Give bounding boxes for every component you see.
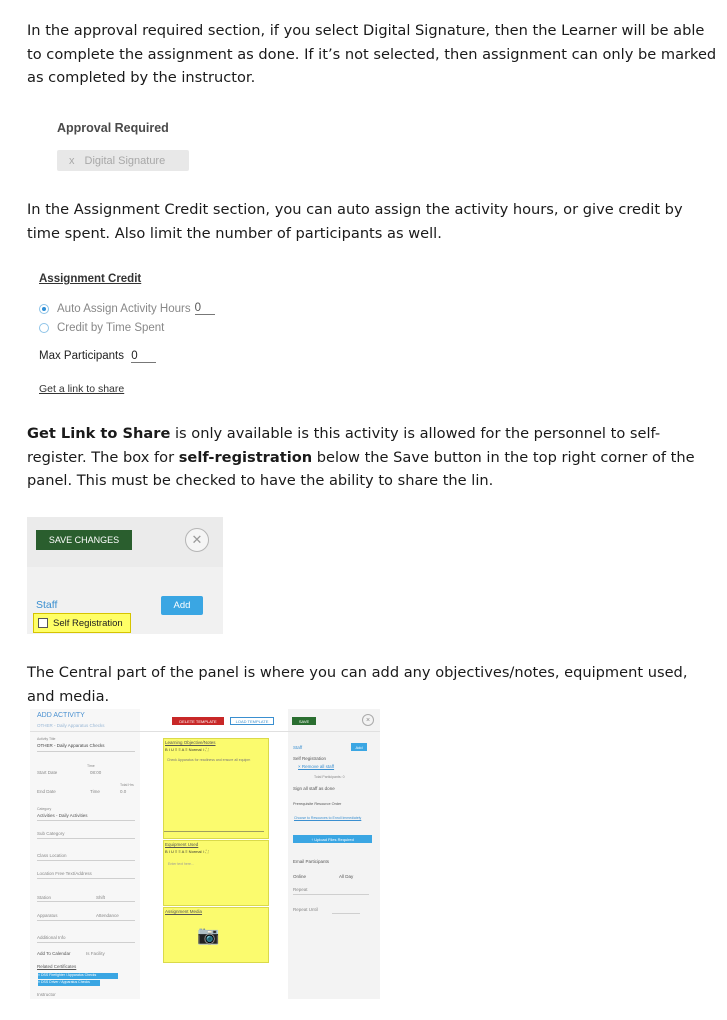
staff-label: Staff xyxy=(36,599,58,611)
max-participants-value: 0 xyxy=(131,350,155,363)
self-registration-highlight xyxy=(33,613,131,633)
p3-text2: below the Save button in the top right corner of the panel. This must be checked to have the ability to share the lin. xyxy=(27,448,695,489)
auto-assign-radio xyxy=(39,304,49,314)
p3-text1: is only available is this activity is allowed for the personnel to self-register. The box for xyxy=(27,425,661,466)
equipment-placeholder: Enter text here... xyxy=(168,862,194,866)
objectives-toolbar: B I U ≡ ≡ A ≡ Normal ↕ ⛶ xyxy=(165,747,209,752)
remove-all-staff: × Remove all staff xyxy=(298,764,335,769)
end-time: Time xyxy=(90,789,100,794)
header-divider xyxy=(30,731,380,732)
credit-time-label: Credit by Time Spent xyxy=(57,322,165,334)
right-self-registration: Self Registration xyxy=(293,756,327,761)
related-certificates-label: Related Certificates xyxy=(37,964,77,969)
panel-title: ADD ACTIVITY xyxy=(37,712,85,719)
objectives-scrollbar xyxy=(164,831,264,832)
learning-objectives-label: Learning Objective/Notes xyxy=(165,740,216,745)
prerequisite-order: Prerequisite Resource Order xyxy=(293,802,342,806)
save-button: SAVE xyxy=(292,717,316,725)
delete-template-button: DELETE TEMPLATE xyxy=(172,717,224,725)
apparatus-label: Apparatus xyxy=(37,913,58,918)
self-registration-bold: self-registration xyxy=(178,448,313,466)
sign-all-staff: Sign all staff as done xyxy=(293,786,335,791)
get-link-to-share: Get a link to share xyxy=(39,383,125,395)
repeat-line xyxy=(293,894,369,895)
time-label: Time xyxy=(87,764,95,768)
additional-info-line xyxy=(37,942,135,943)
hours-label: Total Hrs xyxy=(120,783,134,787)
max-participants xyxy=(39,350,156,363)
right-column xyxy=(288,709,380,999)
remove-chip-icon: x xyxy=(69,154,75,167)
self-registration-label: Self Registration xyxy=(53,617,123,629)
equipment-used-label: Equipment Used xyxy=(165,842,199,847)
auto-assign-value: 0 xyxy=(195,302,215,315)
auto-assign-label: Auto Assign Activity Hours xyxy=(57,302,191,315)
panel-subtitle: OTHER - Daily Apparatus Checks xyxy=(37,723,105,728)
location-free-label: Location Free Text/Address xyxy=(37,871,92,876)
apparatus-line xyxy=(37,920,135,921)
sub-category-line xyxy=(37,838,135,839)
credit-time-row xyxy=(39,322,164,334)
activity-title-line xyxy=(37,751,135,752)
repeat-until-line xyxy=(332,913,360,914)
all-day-checkbox: All Day xyxy=(339,874,354,879)
paragraph-credit-intro: In the Assignment Credit section, you can auto assign the activity hours, or give credit by time spent. Also limit the number of participants as well. xyxy=(27,201,683,242)
self-registration-checkbox xyxy=(38,618,48,628)
certificate-tag-1: × DSS Firefighter / Apparatus Checks xyxy=(38,973,118,979)
paragraph-share-intro xyxy=(27,422,717,493)
assignment-media-label: Assignment Media xyxy=(165,909,203,914)
sub-category-label: Sub Category xyxy=(37,831,65,836)
activity-panel-image xyxy=(30,709,380,999)
save-changes-button: SAVE CHANGES xyxy=(36,530,132,550)
station-label: Station xyxy=(37,895,52,900)
paragraph-approval-intro: In the approval required section, if you select Digital Signature, then the Learner will be able to complete the assignment as done. If it’s not selected, then assignment can only be marked as completed by the instructor. xyxy=(27,22,717,86)
class-location-label: Class Location xyxy=(37,853,67,858)
station-line xyxy=(37,901,135,902)
instructor-label: Instructor xyxy=(37,992,56,997)
total-participants: Total Participants: 0 xyxy=(314,775,345,779)
end-date-label: End Date xyxy=(37,789,56,794)
paragraph-central-intro: The Central part of the panel is where you can add any objectives/notes, equipment used, and media. xyxy=(27,664,688,705)
load-template-button: LOAD TEMPLATE xyxy=(230,717,274,725)
repeat-until-label: Repeat Until xyxy=(293,907,318,912)
online-checkbox: Online xyxy=(293,874,307,879)
save-changes-panel xyxy=(27,517,223,634)
assignment-credit-title: Assignment Credit xyxy=(39,273,142,285)
add-staff-button: Add xyxy=(161,596,203,615)
activity-title-label: Activity Title xyxy=(37,737,56,741)
upload-files-button: ↑ Upload Files Required xyxy=(293,835,372,843)
category-line xyxy=(37,820,135,821)
shift-label: Shift xyxy=(96,895,106,900)
close-icon: × xyxy=(362,714,374,726)
right-add-button: Add xyxy=(351,743,367,751)
hours-value: 0.0 xyxy=(120,789,127,794)
equipment-toolbar: B I U ≡ ≡ A ≡ Normal ↕ ⛶ xyxy=(165,849,209,854)
activity-title-value: OTHER - Daily Apparatus Checks xyxy=(37,743,105,748)
class-location-line xyxy=(37,860,135,861)
additional-info-label: Additional Info xyxy=(37,935,66,940)
right-staff-label: Staff xyxy=(293,745,303,750)
max-participants-label: Max Participants xyxy=(39,350,125,362)
choose-resources: Choose to Resources to Enroll Immediately xyxy=(294,816,362,820)
is-facility: Is Facility xyxy=(86,951,105,956)
category-value: Activities - Daily Activities xyxy=(37,813,88,818)
start-date-label: Start Date xyxy=(37,770,58,775)
objectives-text: Check Apparatus for readiness and ensure all equipm xyxy=(167,758,251,762)
attendance-label: Attendance xyxy=(96,913,119,918)
credit-time-radio xyxy=(39,323,49,333)
digital-signature-chip xyxy=(57,150,189,171)
camera-icon: 📷 xyxy=(197,925,220,945)
location-free-line xyxy=(37,878,135,879)
add-to-calendar: Add To Calendar xyxy=(37,951,71,956)
get-link-bold: Get Link to Share xyxy=(27,425,171,442)
repeat-label: Repeat xyxy=(293,887,308,892)
approval-required-title: Approval Required xyxy=(57,121,169,135)
objectives-highlight xyxy=(163,738,269,839)
auto-assign-row xyxy=(39,302,215,315)
close-icon: ✕ xyxy=(185,528,209,552)
start-time: 08:00 xyxy=(90,770,102,775)
digital-signature-label: Digital Signature xyxy=(84,154,166,167)
certificate-tag-2: × DSS Driver / Apparatus Checks xyxy=(38,980,100,986)
category-label: Category xyxy=(37,807,52,811)
email-participants: Email Participants xyxy=(293,859,330,864)
